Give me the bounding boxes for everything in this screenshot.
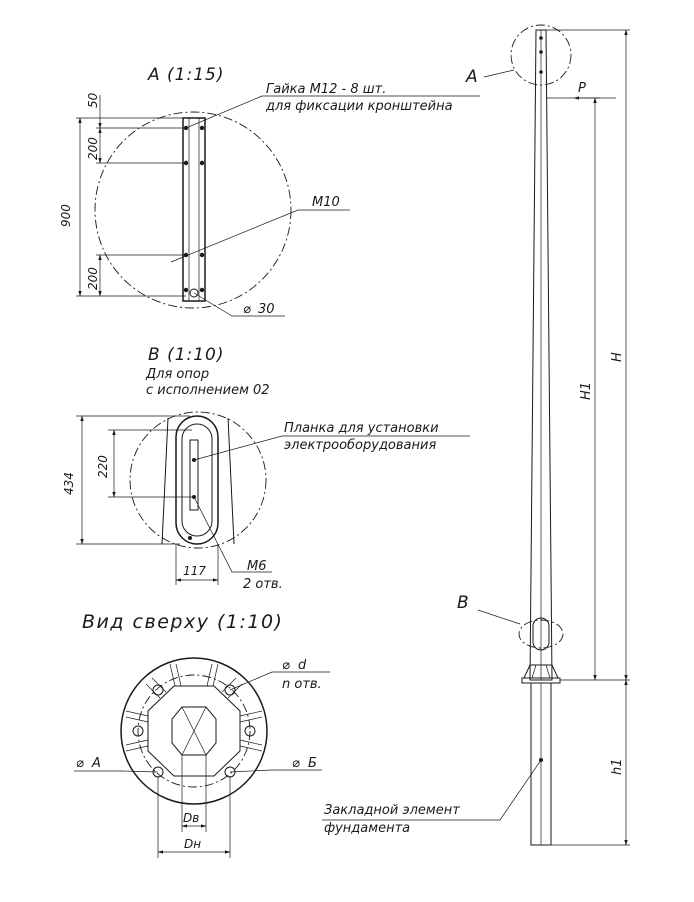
dim-220: 220: [96, 455, 110, 478]
dim-h1-lower: h1: [610, 758, 625, 775]
detail-a-title: А (1:15): [148, 65, 225, 85]
dia-a-label: А: [92, 756, 101, 771]
dim-dn: Dн: [184, 837, 202, 851]
nut-dot: [200, 161, 204, 165]
load-p-label: Р: [578, 81, 586, 96]
dim-900: 900: [59, 204, 73, 227]
nut-dot: [200, 126, 204, 130]
dim-200-top: 200: [86, 137, 100, 160]
nut-dot: [200, 288, 204, 292]
dia-b-symbol: ⌀: [292, 756, 300, 771]
hole-count-label: n отв.: [282, 677, 322, 692]
screw-note-line1: М6: [247, 559, 267, 574]
nut-note-line1: Гайка М12 - 8 шт.: [266, 82, 387, 97]
detail-b-note-line1: Для опор: [146, 367, 210, 382]
nut-dot: [184, 288, 188, 292]
service-opening-inner: [182, 424, 212, 536]
dim-200-bottom: 200: [86, 267, 100, 290]
detail-a-circle: [95, 112, 291, 308]
dim-117: 117: [183, 564, 206, 578]
detail-b-title: В (1:10): [148, 345, 225, 365]
detail-b-note-line2: с исполнением 02: [146, 383, 270, 398]
plate-note-line1: Планка для установки: [284, 421, 439, 436]
screw-note-line2: 2 отв.: [243, 577, 283, 592]
screw-dot: [188, 536, 192, 540]
nut-dot: [200, 253, 204, 257]
hole-d-label: d: [298, 658, 307, 673]
callout-b-label: В: [457, 593, 470, 613]
diameter-symbol: ⌀: [243, 302, 251, 317]
mounting-plate: [190, 440, 198, 510]
embed-note-line1: Закладной элемент: [324, 803, 460, 818]
embed-note-line2: фундамента: [324, 821, 411, 836]
nut-note-line2: для фиксации кронштейна: [266, 99, 453, 114]
detail-a-tube: [183, 118, 205, 301]
detail-a: [59, 65, 480, 317]
dim-50: 50: [86, 92, 100, 108]
detail-b: [62, 345, 470, 592]
dim-h-total: Н: [610, 352, 625, 362]
dim-434: 434: [62, 472, 76, 495]
hole-diameter-symbol: ⌀: [282, 658, 290, 673]
top-view: [74, 611, 330, 858]
bolt-hole: [153, 685, 163, 695]
dim-db: Dв: [183, 811, 200, 825]
top-view-title: Вид сверху (1:10): [82, 611, 284, 633]
diameter-30-label: 30: [258, 302, 275, 317]
callout-a-label: А: [466, 67, 479, 87]
dia-a-symbol: ⌀: [76, 756, 84, 771]
bolt-m10-label: М10: [312, 195, 340, 210]
dia-b-label: Б: [308, 756, 317, 771]
dim-h1-upper: Н1: [579, 381, 594, 400]
plate-note-line2: электрооборудования: [284, 438, 437, 453]
